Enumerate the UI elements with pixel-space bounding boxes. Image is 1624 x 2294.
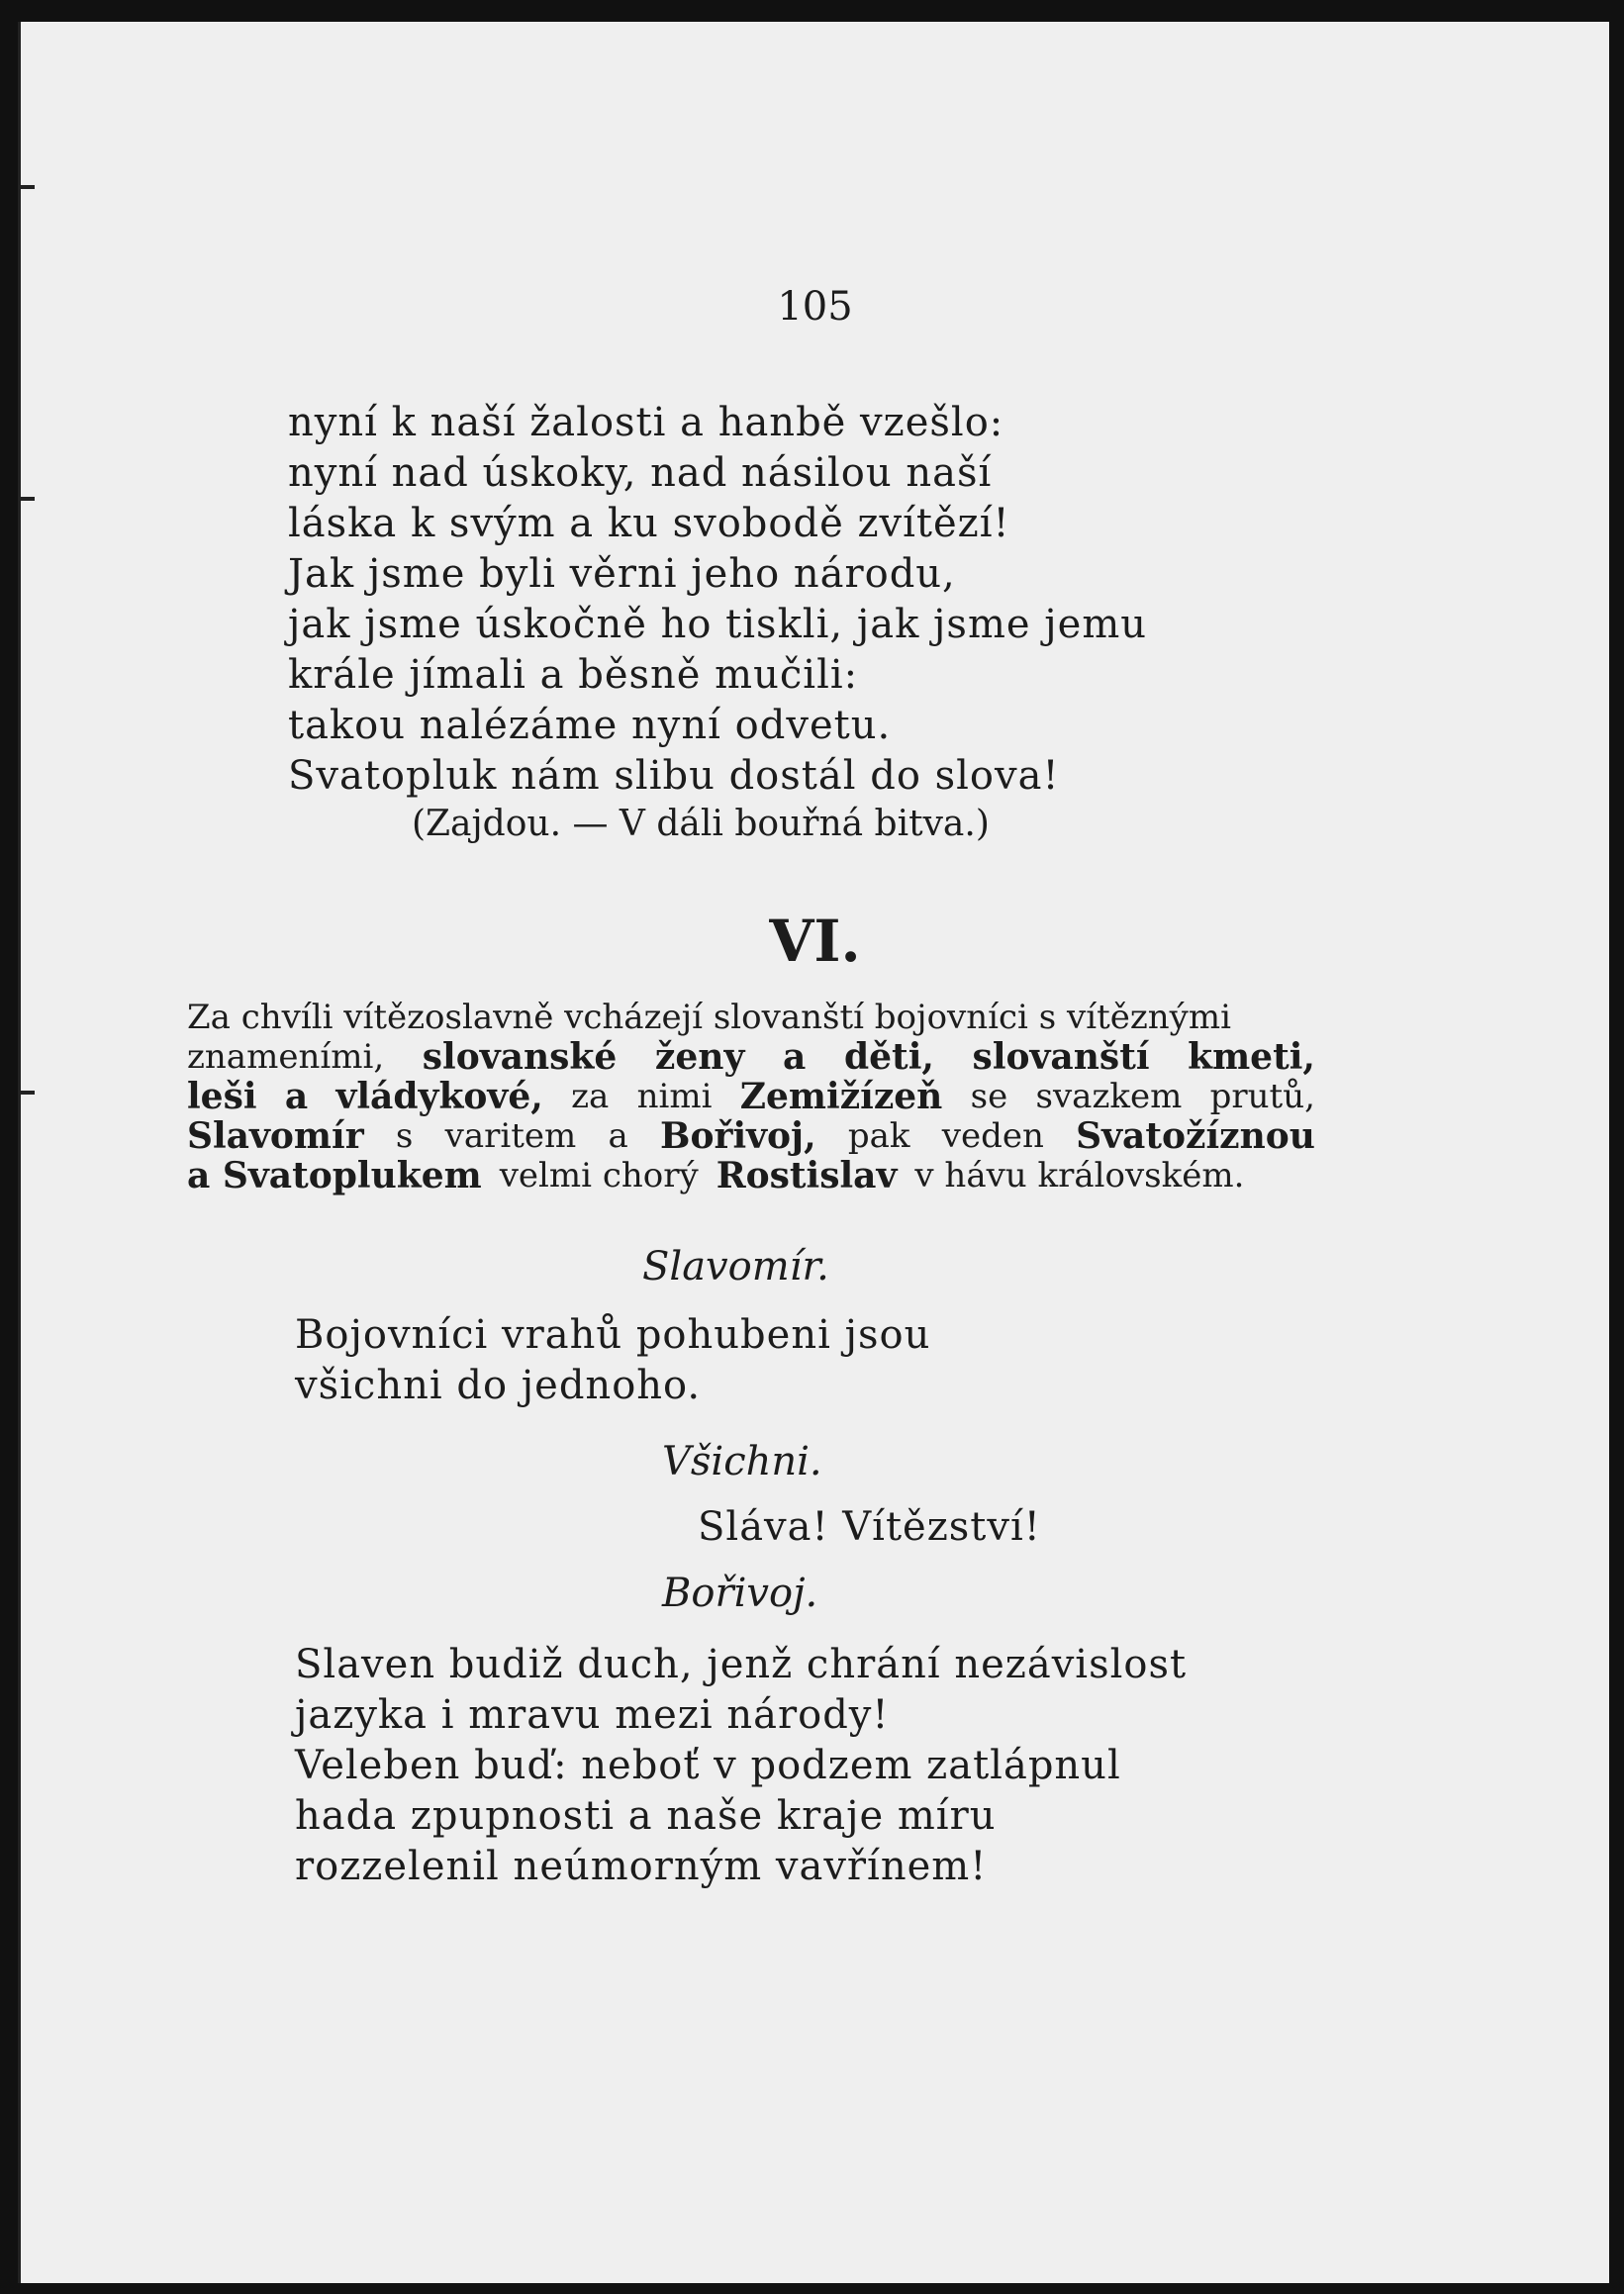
direction-word-bold: a <box>284 1076 309 1117</box>
book-page <box>18 22 1609 2283</box>
section-heading: VI. <box>769 908 861 975</box>
verse-line: Jak jsme byli věrni jeho národu, <box>288 551 956 597</box>
verse-line: nyní k naší žalosti a hanbě vzešlo: <box>288 400 1004 445</box>
speech-line: hada zpupnosti a naše kraje míru <box>295 1793 997 1839</box>
direction-word: s <box>395 1116 414 1156</box>
gutter-mark <box>21 497 35 501</box>
direction-line <box>187 1037 1315 1077</box>
verse-block <box>288 398 1147 802</box>
speech-line: Bojovníci vrahů pohubeni jsou <box>295 1312 931 1358</box>
direction-word: se <box>970 1077 1008 1116</box>
verse-line: takou nalézáme nyní odvetu. <box>288 703 892 748</box>
speech-line: Sláva! Vítězství! <box>698 1504 1041 1550</box>
speech-line: Slaven budiž duch, jenž chrání nezávislost <box>295 1642 1188 1687</box>
direction-word: za <box>571 1077 610 1116</box>
speaker-name: Všichni. <box>662 1439 822 1484</box>
speech-block <box>698 1502 1041 1553</box>
direction-word: pak <box>847 1116 910 1156</box>
direction-word-bold: Zemižízeň <box>739 1076 943 1117</box>
speech-line: Veleben buď: neboť v podzem zatlápnul <box>295 1743 1121 1788</box>
direction-line <box>187 1077 1315 1116</box>
direction-word-bold: kmeti, <box>1188 1036 1315 1078</box>
direction-word-bold: Rostislav <box>716 1155 898 1196</box>
direction-word-bold: a <box>783 1036 807 1078</box>
direction-word-bold: leši <box>187 1076 257 1117</box>
gutter-mark <box>21 185 35 189</box>
verse-line: nyní nad úskoky, nad násilou naší <box>288 450 993 496</box>
direction-word-bold: Bořivoj, <box>660 1115 816 1157</box>
direction-word-bold: ženy <box>654 1036 745 1078</box>
verse-line: krále jímali a běsně mučili: <box>288 652 859 698</box>
stage-direction: (Zajdou. — V dáli bouřná bitva.) <box>412 804 990 844</box>
speaker-name: Bořivoj. <box>662 1571 818 1616</box>
direction-word: znameními, <box>187 1037 385 1077</box>
direction-word-bold: Slavomír <box>187 1115 364 1157</box>
verse-line: jak jsme úskočně ho tiskli, jak jsme jemu <box>288 602 1148 647</box>
direction-word: svazkem <box>1035 1077 1183 1116</box>
direction-word: nimi <box>636 1077 713 1116</box>
speech-line: rozzelenil neúmorným vavřínem! <box>295 1844 988 1889</box>
speech-block <box>295 1640 1187 1892</box>
speech-line: všichni do jednoho. <box>295 1363 702 1408</box>
speech-block <box>295 1310 930 1411</box>
verse-line: Svatopluk nám slibu dostál do slova! <box>288 753 1060 799</box>
gutter-mark <box>21 1091 35 1095</box>
direction-word-bold: a Svatoplukem <box>187 1155 482 1196</box>
direction-word: prutů, <box>1209 1077 1315 1116</box>
direction-word-bold: děti, <box>843 1036 934 1078</box>
verse-line: láska k svým a ku svobodě zvítězí! <box>288 501 1010 546</box>
entrance-direction <box>187 998 1315 1195</box>
speaker-name: Slavomír. <box>642 1244 829 1290</box>
direction-word: veden <box>941 1116 1044 1156</box>
direction-line <box>187 998 1315 1037</box>
direction-text: Za chvíli vítězoslavně vcházejí slovanští bojovníci s vítěznými <box>187 998 1231 1037</box>
direction-word: a <box>608 1116 628 1156</box>
direction-line <box>187 1156 1315 1195</box>
page-number: 105 <box>777 284 853 330</box>
direction-word-bold: slovanské <box>422 1036 618 1078</box>
direction-word-bold: vládykové, <box>335 1076 543 1117</box>
speech-line: jazyka i mravu mezi národy! <box>295 1692 890 1738</box>
direction-word: varitem <box>444 1116 577 1156</box>
direction-line <box>187 1116 1315 1156</box>
direction-word: v hávu královském. <box>914 1156 1245 1195</box>
direction-word-bold: slovanští <box>972 1036 1150 1078</box>
direction-word-bold: Svatožíznou <box>1076 1115 1315 1157</box>
direction-word: velmi chorý <box>499 1156 699 1195</box>
